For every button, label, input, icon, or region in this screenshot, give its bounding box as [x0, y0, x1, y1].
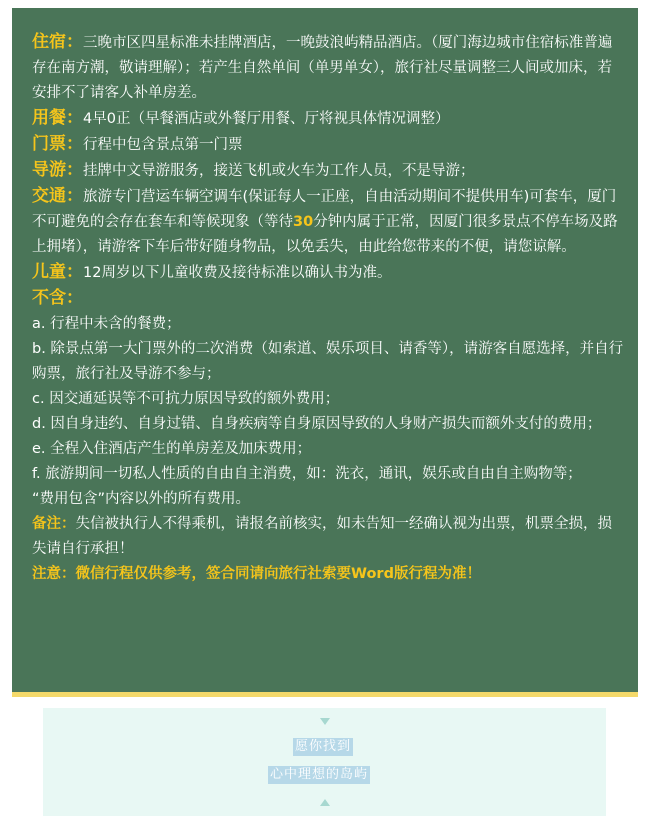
excludes-row	[32, 286, 626, 312]
triangle-up-icon	[320, 799, 330, 806]
traffic-highlight: 30	[293, 214, 314, 230]
triangle-down-icon	[320, 718, 330, 725]
meals-row	[32, 106, 626, 132]
exclude-item-g: “费用包含”内容以外的所有费用。	[32, 491, 251, 507]
guide-text: 挂牌中文导游服务，接送飞机或火车为工作人员，不是导游；	[83, 163, 475, 179]
notice-row: 注意：微信行程仅供参考，签合同请向旅行社索要Word版行程为准！	[32, 566, 481, 582]
meals-text: 4早0正（早餐酒店或外餐厅用餐、厅将视具体情况调整）	[83, 111, 450, 127]
ticket-label: 门票：	[32, 134, 83, 154]
exclude-item-f: f. 旅游期间一切私人性质的自由自主消费，如：洗衣，通讯，娱乐或自由自主购物等；	[32, 466, 582, 482]
ticket-row	[32, 132, 626, 158]
remark-row	[32, 512, 626, 562]
lodging-label: 住宿：	[32, 32, 83, 52]
children-label: 儿童：	[32, 262, 83, 282]
divider-stripe	[12, 692, 638, 697]
meals-label: 用餐：	[32, 108, 83, 128]
exclude-item-c: c. 因交通延误等不可抗力原因导致的额外费用；	[32, 391, 340, 407]
remark-text: 失信被执行人不得乘机，请报名前核实，如未告知一经确认视为出票，机票全损，损失请自行承担！	[32, 516, 612, 557]
exclude-item-e: e. 全程入住酒店产生的单房差及加床费用；	[32, 441, 312, 457]
remark-label: 备注：	[32, 516, 76, 532]
itinerary-fee-panel	[12, 8, 638, 692]
slogan-line-2: 心中理想的岛屿	[270, 767, 369, 782]
guide-row	[32, 158, 626, 184]
slogan-card	[43, 708, 606, 816]
children-text: 12周岁以下儿童收费及接待标准以确认书为准。	[83, 265, 392, 281]
guide-label: 导游：	[32, 160, 83, 180]
traffic-text-1: 旅游专门营运车辆空调车(保证每人一正座，自由活动期间不提供用车)可套车，厦门不可避免的会存在套车和等候现象（等待	[32, 189, 617, 230]
traffic-row	[32, 184, 626, 260]
excludes-label: 不含：	[32, 288, 83, 308]
lodging-text: 三晚市区四星标准未挂牌酒店，一晚鼓浪屿精品酒店。（厦门海边城市住宿标准普遍存在南方潮，敬请理解）；若产生自然单间（单男单女），旅行社尽量调整三人间或加床，若安排不了请客人补单房差。	[32, 35, 613, 101]
exclude-item-b: b. 除景点第一大门票外的二次消费（如索道、娱乐项目、请香等），请游客自愿选择，并自行购票，旅行社及导游不参与；	[32, 341, 624, 382]
exclude-item-d: d. 因自身违约、自身过错、自身疾病等自身原因导致的人身财产损失而额外支付的费用；	[32, 416, 602, 432]
exclude-item-a: a. 行程中未含的餐费；	[32, 316, 181, 332]
ticket-text: 行程中包含景点第一门票	[83, 137, 243, 153]
traffic-label: 交通：	[32, 186, 83, 206]
lodging-row	[32, 30, 626, 106]
children-row	[32, 260, 626, 286]
slogan-line-1: 愿你找到	[295, 739, 352, 754]
traffic-text-2: 分钟内属于正常，因厦门很多景点不停车场及路上拥堵），请游客下车后带好随身物品，以免丢失，由此给您带来的不便，请您谅解。	[32, 214, 618, 255]
